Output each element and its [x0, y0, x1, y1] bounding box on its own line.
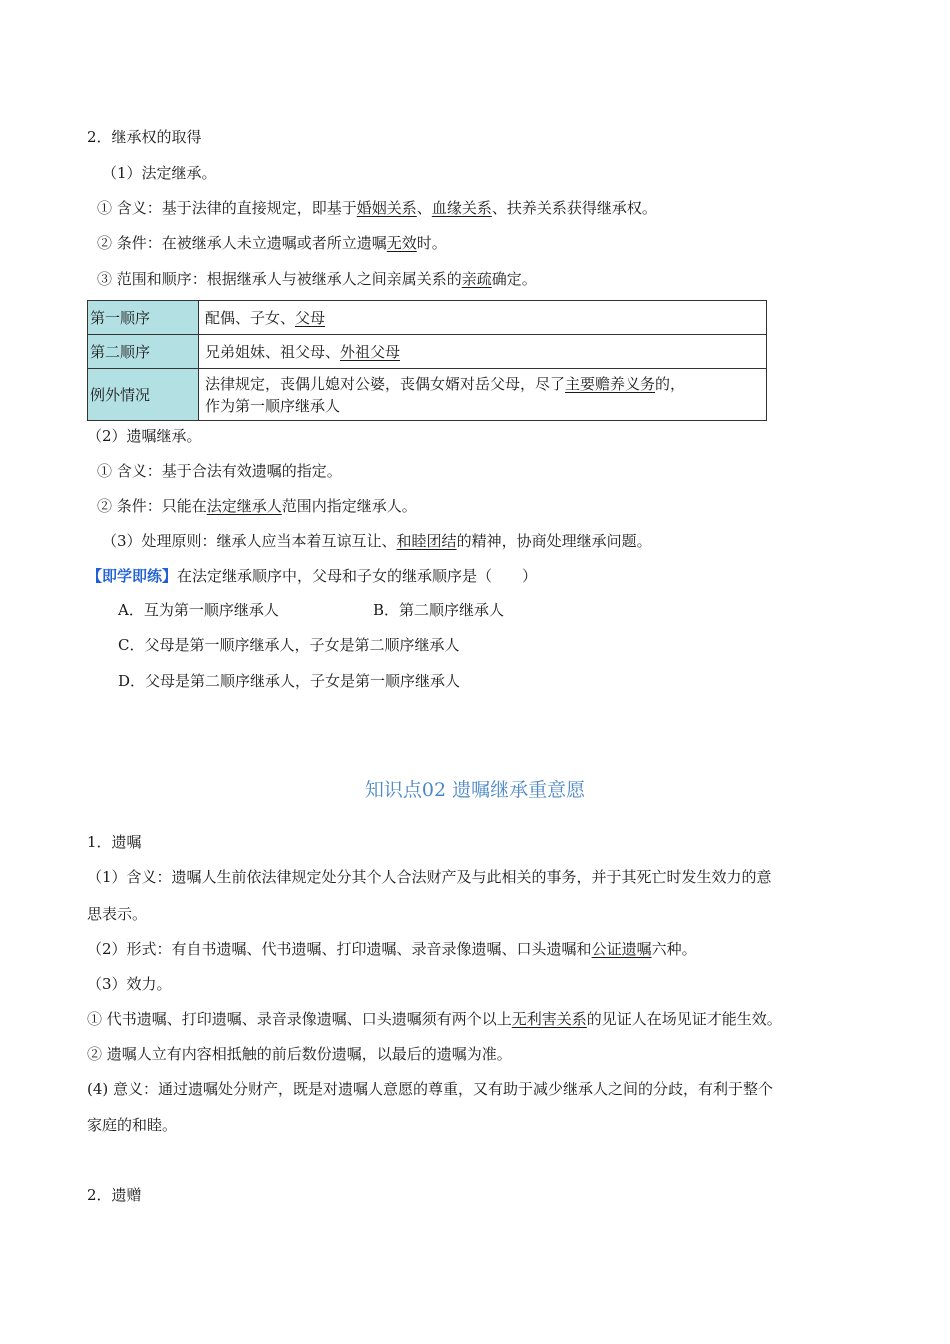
underlined-term: 亲疏 — [461, 270, 492, 288]
inheritance-order-table — [87, 300, 767, 421]
practice-question: 【即学即练】在法定继承顺序中，父母和子女的继承顺序是（ ） — [87, 567, 538, 585]
legal-scope: ③ 范围和顺序：根据继承人与被继承人之间亲属关系的亲疏确定。 — [97, 270, 537, 288]
table-row — [88, 369, 767, 421]
underlined-term: 无利害关系 — [511, 1010, 587, 1028]
will-meaning-line1: （1）含义：遗嘱人生前依法律规定处分其个人合法财产及与此相关的事务，并于其死亡时发生效力的意 — [87, 868, 772, 886]
row-content: 兄弟姐妹、祖父母、外祖父母 — [199, 335, 767, 369]
section-title-bequest: 2．遗赠 — [87, 1186, 142, 1204]
legal-condition: ② 条件：在被继承人未立遗嘱或者所立遗嘱无效时。 — [97, 234, 447, 252]
section-title-will: 1．遗嘱 — [87, 833, 142, 851]
table-row — [88, 301, 767, 335]
knowledge-point-heading: 知识点02 遗嘱继承重意愿 — [364, 779, 586, 801]
underlined-term: 和睦团结 — [396, 532, 457, 550]
will-significance-line2: 家庭的和睦。 — [87, 1116, 178, 1134]
table-row — [88, 335, 767, 369]
row-label: 第一顺序 — [88, 301, 199, 335]
will-meaning-line2: 思表示。 — [87, 905, 148, 923]
underlined-term: 法定继承人 — [206, 497, 282, 515]
underlined-term: 公证遗嘱 — [591, 940, 652, 958]
section-title-inheritance-acquisition: 2．继承权的取得 — [87, 128, 202, 146]
row-label: 第二顺序 — [88, 335, 199, 369]
will-inheritance-meaning: ① 含义：基于合法有效遗嘱的指定。 — [97, 462, 342, 480]
will-inheritance-condition: ② 条件：只能在法定继承人范围内指定继承人。 — [97, 497, 417, 515]
underlined-term: 父母 — [295, 308, 326, 327]
will-significance-line1: (4) 意义：通过遗嘱处分财产，既是对遗嘱人意愿的尊重，又有助于减少继承人之间的分歧，有利于整个 — [87, 1080, 774, 1098]
underlined-term: 血缘关系 — [431, 199, 492, 217]
underlined-term: 无效 — [386, 234, 417, 252]
legal-inheritance-title: （1）法定继承。 — [102, 164, 217, 182]
option-b: B．第二顺序继承人 — [373, 601, 505, 619]
handling-principle: （3）处理原则：继承人应当本着互谅互让、和睦团结的精神，协商处理继承问题。 — [102, 532, 652, 550]
underlined-term: 外祖父母 — [340, 342, 401, 361]
will-effect-1: ① 代书遗嘱、打印遗嘱、录音录像遗嘱、口头遗嘱须有两个以上无利害关系的见证人在场见证才能生效。 — [87, 1010, 782, 1028]
underlined-term: 婚姻关系 — [356, 199, 417, 217]
will-effect-title: （3）效力。 — [87, 975, 172, 993]
row-label: 例外情况 — [88, 369, 199, 421]
will-forms: （2）形式：有自书遗嘱、代书遗嘱、打印遗嘱、录音录像遗嘱、口头遗嘱和公证遗嘱六种。 — [87, 940, 697, 958]
option-d: D．父母是第二顺序继承人，子女是第一顺序继承人 — [118, 672, 461, 690]
option-a: A．互为第一顺序继承人 — [118, 601, 279, 619]
row-content: 法律规定，丧偶儿媳对公婆，丧偶女婿对岳父母，尽了主要赡养义务的， 作为第一顺序继承人 — [199, 369, 767, 421]
will-inheritance-title: （2）遗嘱继承。 — [87, 427, 202, 445]
option-c: C．父母是第一顺序继承人，子女是第二顺序继承人 — [118, 636, 460, 654]
practice-tag: 【即学即练】 — [87, 567, 178, 585]
legal-meaning: ① 含义：基于法律的直接规定，即基于婚姻关系、血缘关系、扶养关系获得继承权。 — [97, 199, 657, 217]
row-content: 配偶、子女、父母 — [199, 301, 767, 335]
will-effect-2: ② 遗嘱人立有内容相抵触的前后数份遗嘱，以最后的遗嘱为准。 — [87, 1045, 512, 1063]
underlined-term: 主要赡养义务 — [565, 374, 656, 393]
